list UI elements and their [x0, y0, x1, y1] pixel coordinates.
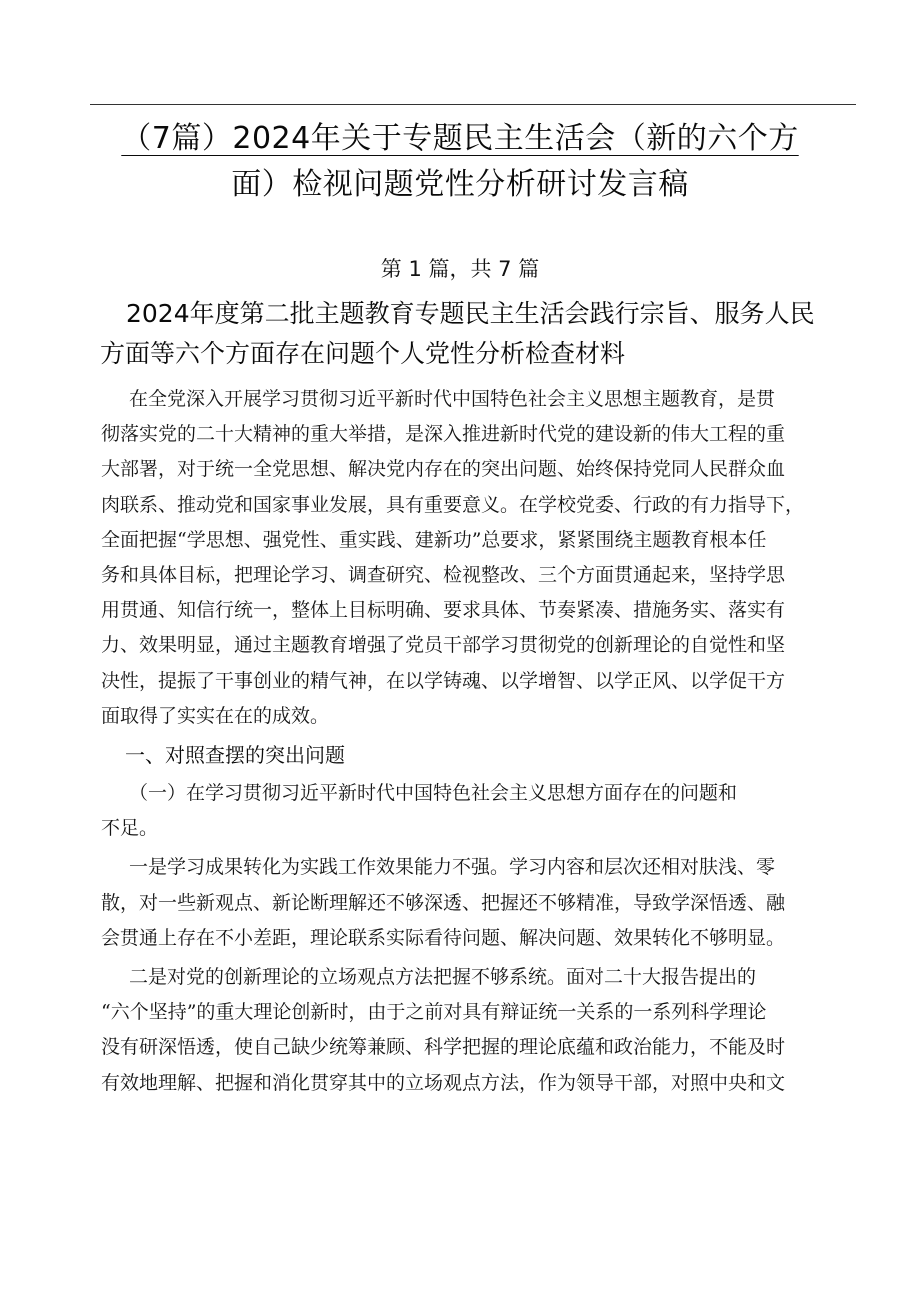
text-line: 会贯通上存在不小差距，理论联系实际看待问题、解决问题、效果转化不够明显。: [101, 926, 786, 949]
part-indicator: 第 1 篇，共 7 篇: [380, 257, 540, 281]
point-one-paragraph: [101, 850, 861, 956]
text-line: 二是对党的创新理论的立场观点方法把握不够系统。面对二十大报告提出的: [129, 966, 757, 989]
text-line: 力、效果明显，通过主题教育增强了党员干部学习贯彻党的创新理论的自觉性和坚: [101, 634, 786, 657]
text-line: 全面把握“学思想、强党性、重实践、建新功”总要求，紧紧围绕主题教育根本任: [101, 528, 767, 551]
text-line: 散，对一些新观点、新论断理解还不够深透、把握还不够精准，导致学深悟透、融: [101, 891, 786, 914]
text-line: 面取得了实实在在的成效。: [101, 704, 330, 727]
text-line: 肉联系、推动党和国家事业发展，具有重要意义。在学校党委、行政的有力指导下，: [101, 493, 805, 516]
text-line: 决性，提振了干事创业的精气神，在以学铸魂、以学增智、以学正风、以学促干方: [101, 669, 786, 692]
article-title-line: 方面等六个方面存在问题个人党性分析检查材料: [100, 339, 626, 368]
section-heading: 一、对照查摆的突出问题: [125, 743, 345, 768]
text-line: 不足。: [101, 817, 159, 840]
subsection-paragraph: [101, 776, 861, 846]
text-line: （一）在学习贯彻习近平新时代中国特色社会主义思想方面存在的问题和: [129, 782, 738, 805]
article-title: [100, 294, 870, 374]
document-title-line: 面）检视问题党性分析研讨发言稿: [231, 167, 689, 202]
text-line: 一是学习成果转化为实践工作效果能力不强。学习内容和层次还相对肤浅、零: [129, 856, 776, 879]
point-two-paragraph: [101, 960, 861, 1101]
intro-paragraph: [101, 382, 861, 734]
text-line: 在全党深入开展学习贯彻习近平新时代中国特色社会主义思想主题教育，是贯: [129, 388, 776, 410]
text-line: 有效地理解、把握和消化贯穿其中的立场观点方法，作为领导干部，对照中央和文: [101, 1071, 786, 1094]
text-line: 用贯通、知信行统一，整体上目标明确、要求具体、节奏紧凑、措施务实、落实有: [101, 599, 786, 622]
text-line: 大部署，对于统一全党思想、解决党内存在的突出问题、始终保持党同人民群众血: [101, 458, 786, 481]
article-title-line: 2024年度第二批主题教育专题民主生活会践行宗旨、服务人民: [126, 299, 815, 328]
header-divider: [90, 104, 856, 105]
document-body: [101, 382, 861, 1101]
text-line: 没有研深悟透，使自己缺少统筹兼顾、科学把握的理论底蕴和政治能力，不能及时: [101, 1036, 786, 1059]
text-line: “六个坚持”的重大理论创新时，由于之前对具有辩证统一关系的一系列科学理论: [101, 1001, 767, 1024]
text-line: 务和具体目标，把理论学习、调查研究、检视整改、三个方面贯通起来，坚持学思: [101, 564, 786, 587]
document-title-line: （7篇）2024年关于专题民主生活会（新的六个方: [121, 121, 799, 156]
document-title: [80, 116, 840, 208]
text-line: 彻落实党的二十大精神的重大举措，是深入推进新时代党的建设新的伟大工程的重: [101, 423, 786, 446]
